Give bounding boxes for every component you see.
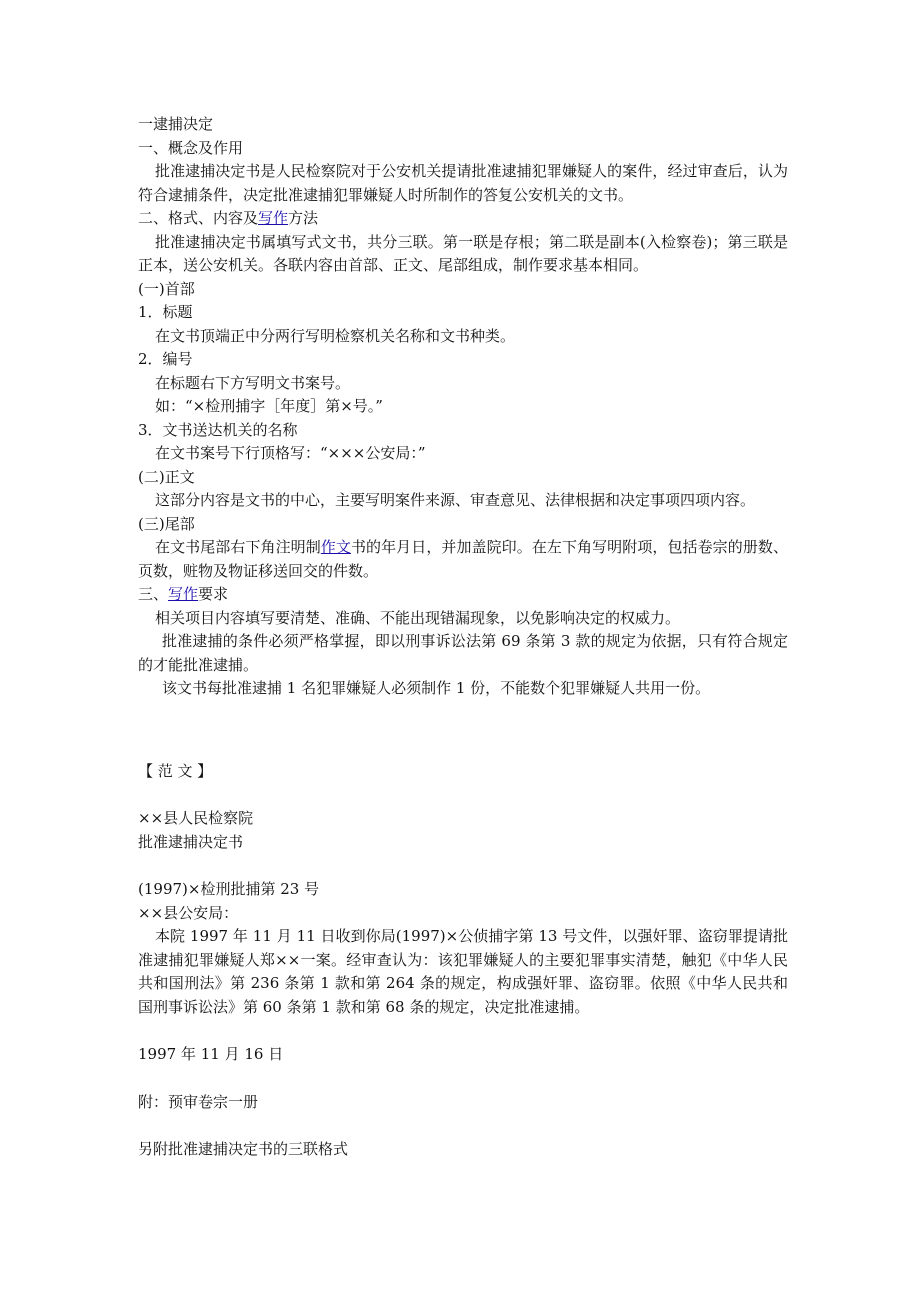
part-1-title: (一)首部 <box>138 279 195 298</box>
section-3-body-1: 相关项目内容填写要清楚、准确、不能出现错漏现象，以免影响决定的权威力。 <box>155 608 681 627</box>
spacer <box>138 854 788 878</box>
sample-organization: ××县人民检察院 <box>138 809 254 827</box>
item-1-title: 1．标题 <box>138 303 193 321</box>
item-2-body: 在标题右下方写明文书案号。 <box>155 373 351 392</box>
sample-body: 本院 1997 年 11 月 11 日收到你局(1997)×公侦捕字第 13 号文件，以强奸罪、盗窃罪提请批准逮捕犯罪嫌疑人郑××一案。经审查认为：该犯罪嫌疑人的主要犯罪事实清楚，触犯《中华人民共和国刑法》第 236 条第 1 款和第 264 条的规定，构成强奸罪、盗窃罪。依照《中华人民共和国刑事诉讼法》第 60 条第 1 款和第 68 条的规定，决定批准逮捕。 <box>138 927 788 1016</box>
section-1-title: 一、概念及作用 <box>138 138 244 157</box>
item-3-body: 在文书案号下行顶格写：“×××公安局：” <box>155 444 426 462</box>
section-3-body-3: 该文书每批准逮捕 1 名犯罪嫌疑人必须制作 1 份，不能数个犯罪嫌疑人共用一份。 <box>162 679 711 697</box>
section-3-title-suffix: 要求 <box>198 585 229 603</box>
section-3-title <box>138 583 788 607</box>
part-2-title: (二)正文 <box>138 467 195 486</box>
part-3-body-rest: 书的年月日，并加盖院印。在左下角写明附项，包括卷宗的册数、页数，赃物及物证移送回交的件数。 <box>138 538 788 580</box>
footer-note: 另附批准逮捕决定书的三联格式 <box>138 1140 349 1158</box>
writing-link-2[interactable]: 写作 <box>168 585 199 603</box>
composition-link[interactable]: 作文 <box>320 538 351 556</box>
section-3-title-text: 三、 <box>138 585 169 603</box>
document-heading: 一逮捕决定 <box>138 115 214 133</box>
part-2-body: 这部分内容是文书的中心，主要写明案件来源、审查意见、法律根据和决定事项四项内容。 <box>155 491 756 509</box>
sample-date: 1997 年 11 月 16 日 <box>138 1045 284 1063</box>
spacer <box>138 1019 788 1043</box>
item-2-title: 2．编号 <box>138 350 193 368</box>
spacer <box>138 701 788 737</box>
section-3-body-2: 批准逮捕的条件必须严格掌握，即以刑事诉讼法第 69 条第 3 款的规定为依据，只有符合规定的才能批准逮捕。 <box>138 632 788 674</box>
item-2-example: 如：“×检刑捕字［年度］第×号。” <box>155 397 383 415</box>
sample-case-number: (1997)×检刑批捕第 23 号 <box>138 880 320 898</box>
section-2-body: 批准逮捕决定书属填写式文书，共分三联。第一联是存根；第二联是副本(入检察卷)；第三联是正本，送公安机关。各联内容由首部、正文、尾部组成，制作要求基本相同。 <box>138 232 788 274</box>
sample-label: 【 范 文 】 <box>138 761 213 780</box>
writing-link[interactable]: 写作 <box>258 209 289 227</box>
sample-attachment: 附：预审卷宗一册 <box>138 1092 259 1111</box>
item-1-body: 在文书顶端正中分两行写明检察机关名称和文书种类。 <box>155 326 516 345</box>
spacer <box>138 1067 788 1091</box>
sample-recipient: ××县公安局： <box>138 903 239 922</box>
document-body <box>138 113 788 1162</box>
item-3-title: 3．文书送达机关的名称 <box>138 420 298 439</box>
spacer <box>138 783 788 807</box>
section-1-body: 批准逮捕决定书是人民检察院对于公安机关提请批准逮捕犯罪嫌疑人的案件，经过审查后，认为符合逮捕条件，决定批准逮捕犯罪嫌疑人时所制作的答复公安机关的文书。 <box>138 162 788 204</box>
part-3-title: (三)尾部 <box>138 514 195 533</box>
section-2-title-suffix: 方法 <box>288 209 319 227</box>
part-3-body-text: 在文书尾部右下角注明制 <box>155 538 321 556</box>
part-3-body <box>138 536 788 583</box>
spacer <box>138 1114 788 1138</box>
sample-document-title: 批准逮捕决定书 <box>138 832 244 851</box>
spacer <box>138 737 788 760</box>
section-2-title <box>138 207 788 231</box>
section-2-title-text: 二、格式、内容及 <box>138 209 259 227</box>
